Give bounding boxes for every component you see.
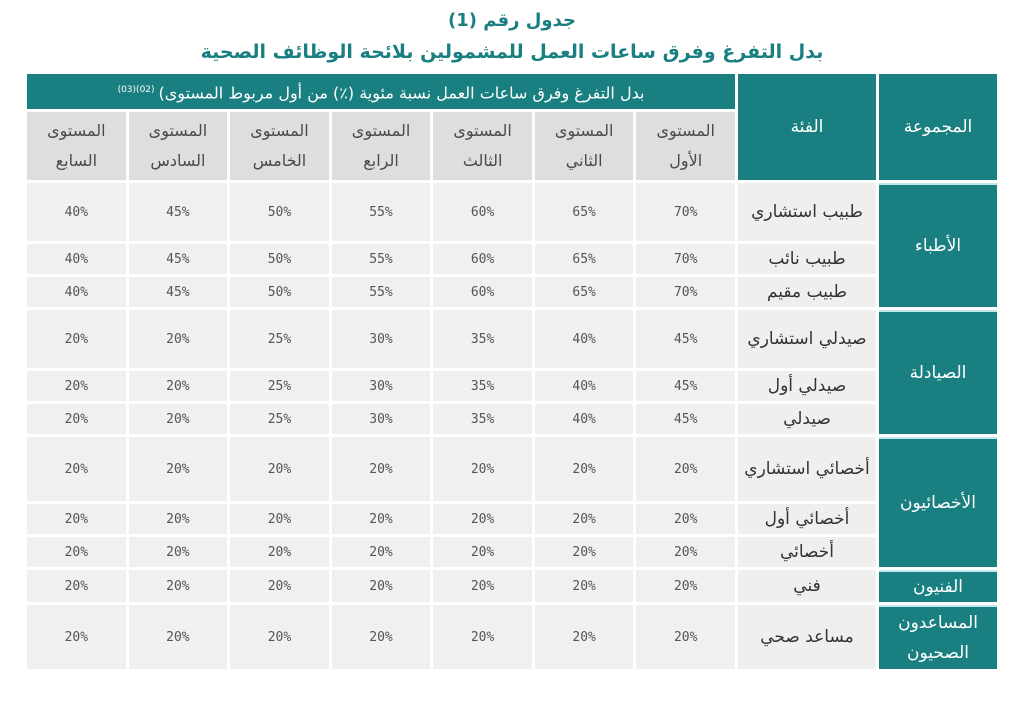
value-cell: 45% bbox=[636, 310, 735, 368]
value-cell: 70% bbox=[636, 244, 735, 274]
value-cell: 20% bbox=[27, 404, 126, 434]
footnote-ref: (02)(03) bbox=[117, 85, 155, 95]
value-cell: 20% bbox=[230, 570, 329, 602]
value-cell: 20% bbox=[129, 570, 228, 602]
value-cell: 20% bbox=[129, 310, 228, 368]
level-header-6: المستوى السادس bbox=[129, 112, 228, 180]
value-cell: 50% bbox=[230, 244, 329, 274]
value-cell: 20% bbox=[129, 371, 228, 401]
category-cell: طبيب مقيم bbox=[738, 277, 876, 307]
value-cell: 40% bbox=[27, 277, 126, 307]
value-cell: 35% bbox=[433, 404, 532, 434]
value-cell: 45% bbox=[129, 183, 228, 241]
value-cell: 25% bbox=[230, 404, 329, 434]
level-header-5: المستوى الخامس bbox=[230, 112, 329, 180]
level-header-3: المستوى الثالث bbox=[433, 112, 532, 180]
value-cell: 20% bbox=[332, 504, 431, 534]
value-cell: 20% bbox=[433, 437, 532, 501]
group-cell: المساعدون الصحيون bbox=[879, 605, 997, 669]
level-header-1: المستوى الأول bbox=[636, 112, 735, 180]
value-cell: 45% bbox=[129, 244, 228, 274]
value-cell: 20% bbox=[433, 605, 532, 669]
band-title: بدل التفرغ وفرق ساعات العمل نسبة مئوية (٪) من أول مربوط المستوى) bbox=[158, 83, 645, 103]
value-cell: 20% bbox=[27, 437, 126, 501]
value-cell: 20% bbox=[230, 605, 329, 669]
value-cell: 65% bbox=[535, 277, 634, 307]
value-cell: 20% bbox=[433, 504, 532, 534]
value-cell: 35% bbox=[433, 310, 532, 368]
table-row bbox=[27, 437, 997, 501]
group-cell: الأخصائيون bbox=[879, 437, 997, 567]
value-cell: 45% bbox=[129, 277, 228, 307]
table-row bbox=[27, 371, 997, 401]
value-cell: 20% bbox=[27, 537, 126, 567]
group-cell: الصيادلة bbox=[879, 310, 997, 434]
value-cell: 20% bbox=[332, 605, 431, 669]
value-cell: 20% bbox=[433, 570, 532, 602]
level-header-4: المستوى الرابع bbox=[332, 112, 431, 180]
value-cell: 20% bbox=[636, 437, 735, 501]
table-row bbox=[27, 570, 997, 602]
value-cell: 20% bbox=[332, 570, 431, 602]
value-cell: 20% bbox=[636, 605, 735, 669]
category-cell: أخصائي استشاري bbox=[738, 437, 876, 501]
value-cell: 25% bbox=[230, 310, 329, 368]
value-cell: 20% bbox=[535, 437, 634, 501]
value-cell: 20% bbox=[535, 537, 634, 567]
value-cell: 20% bbox=[636, 537, 735, 567]
value-cell: 20% bbox=[27, 570, 126, 602]
value-cell: 20% bbox=[129, 437, 228, 501]
value-cell: 20% bbox=[27, 504, 126, 534]
category-cell: صيدلي استشاري bbox=[738, 310, 876, 368]
table-row bbox=[27, 277, 997, 307]
value-cell: 40% bbox=[535, 371, 634, 401]
value-cell: 20% bbox=[433, 537, 532, 567]
group-cell: الفنيون bbox=[879, 570, 997, 602]
value-cell: 20% bbox=[129, 404, 228, 434]
value-cell: 40% bbox=[27, 244, 126, 274]
value-cell: 55% bbox=[332, 183, 431, 241]
value-cell: 30% bbox=[332, 371, 431, 401]
table-row bbox=[27, 183, 997, 241]
table-row bbox=[27, 537, 997, 567]
table-row bbox=[27, 244, 997, 274]
value-cell: 50% bbox=[230, 183, 329, 241]
value-cell: 60% bbox=[433, 244, 532, 274]
value-cell: 20% bbox=[332, 537, 431, 567]
value-cell: 40% bbox=[27, 183, 126, 241]
value-cell: 20% bbox=[636, 504, 735, 534]
category-cell: فني bbox=[738, 570, 876, 602]
table-row bbox=[27, 404, 997, 434]
table-number-title: جدول رقم (1) bbox=[448, 10, 576, 31]
level-header-2: المستوى الثاني bbox=[535, 112, 634, 180]
value-cell: 45% bbox=[636, 404, 735, 434]
value-cell: 50% bbox=[230, 277, 329, 307]
category-cell: أخصائي أول bbox=[738, 504, 876, 534]
category-cell: صيدلي bbox=[738, 404, 876, 434]
table-row bbox=[27, 605, 997, 669]
category-cell: صيدلي أول bbox=[738, 371, 876, 401]
value-cell: 20% bbox=[27, 605, 126, 669]
value-cell: 35% bbox=[433, 371, 532, 401]
allowance-table bbox=[24, 71, 1000, 672]
value-cell: 40% bbox=[535, 310, 634, 368]
value-cell: 20% bbox=[230, 504, 329, 534]
table-row bbox=[27, 310, 997, 368]
band-header bbox=[27, 74, 735, 109]
category-cell: طبيب استشاري bbox=[738, 183, 876, 241]
value-cell: 25% bbox=[230, 371, 329, 401]
value-cell: 60% bbox=[433, 183, 532, 241]
value-cell: 20% bbox=[636, 570, 735, 602]
value-cell: 20% bbox=[535, 605, 634, 669]
group-cell: الأطباء bbox=[879, 183, 997, 307]
value-cell: 30% bbox=[332, 310, 431, 368]
value-cell: 20% bbox=[230, 537, 329, 567]
value-cell: 20% bbox=[332, 437, 431, 501]
category-cell: مساعد صحي bbox=[738, 605, 876, 669]
value-cell: 65% bbox=[535, 183, 634, 241]
value-cell: 20% bbox=[129, 537, 228, 567]
value-cell: 20% bbox=[535, 570, 634, 602]
value-cell: 60% bbox=[433, 277, 532, 307]
value-cell: 55% bbox=[332, 244, 431, 274]
level-header-7: المستوى السابع bbox=[27, 112, 126, 180]
column-header-category: الفئة bbox=[738, 74, 876, 180]
value-cell: 45% bbox=[636, 371, 735, 401]
table-row bbox=[27, 504, 997, 534]
value-cell: 20% bbox=[129, 504, 228, 534]
value-cell: 70% bbox=[636, 183, 735, 241]
value-cell: 20% bbox=[27, 371, 126, 401]
value-cell: 20% bbox=[535, 504, 634, 534]
value-cell: 65% bbox=[535, 244, 634, 274]
value-cell: 55% bbox=[332, 277, 431, 307]
category-cell: أخصائي bbox=[738, 537, 876, 567]
column-header-group: المجموعة bbox=[879, 74, 997, 180]
category-cell: طبيب نائب bbox=[738, 244, 876, 274]
value-cell: 30% bbox=[332, 404, 431, 434]
value-cell: 20% bbox=[230, 437, 329, 501]
value-cell: 70% bbox=[636, 277, 735, 307]
value-cell: 20% bbox=[27, 310, 126, 368]
table-subtitle: بدل التفرغ وفرق ساعات العمل للمشمولين بلائحة الوظائف الصحية bbox=[200, 41, 824, 63]
value-cell: 20% bbox=[129, 605, 228, 669]
value-cell: 40% bbox=[535, 404, 634, 434]
